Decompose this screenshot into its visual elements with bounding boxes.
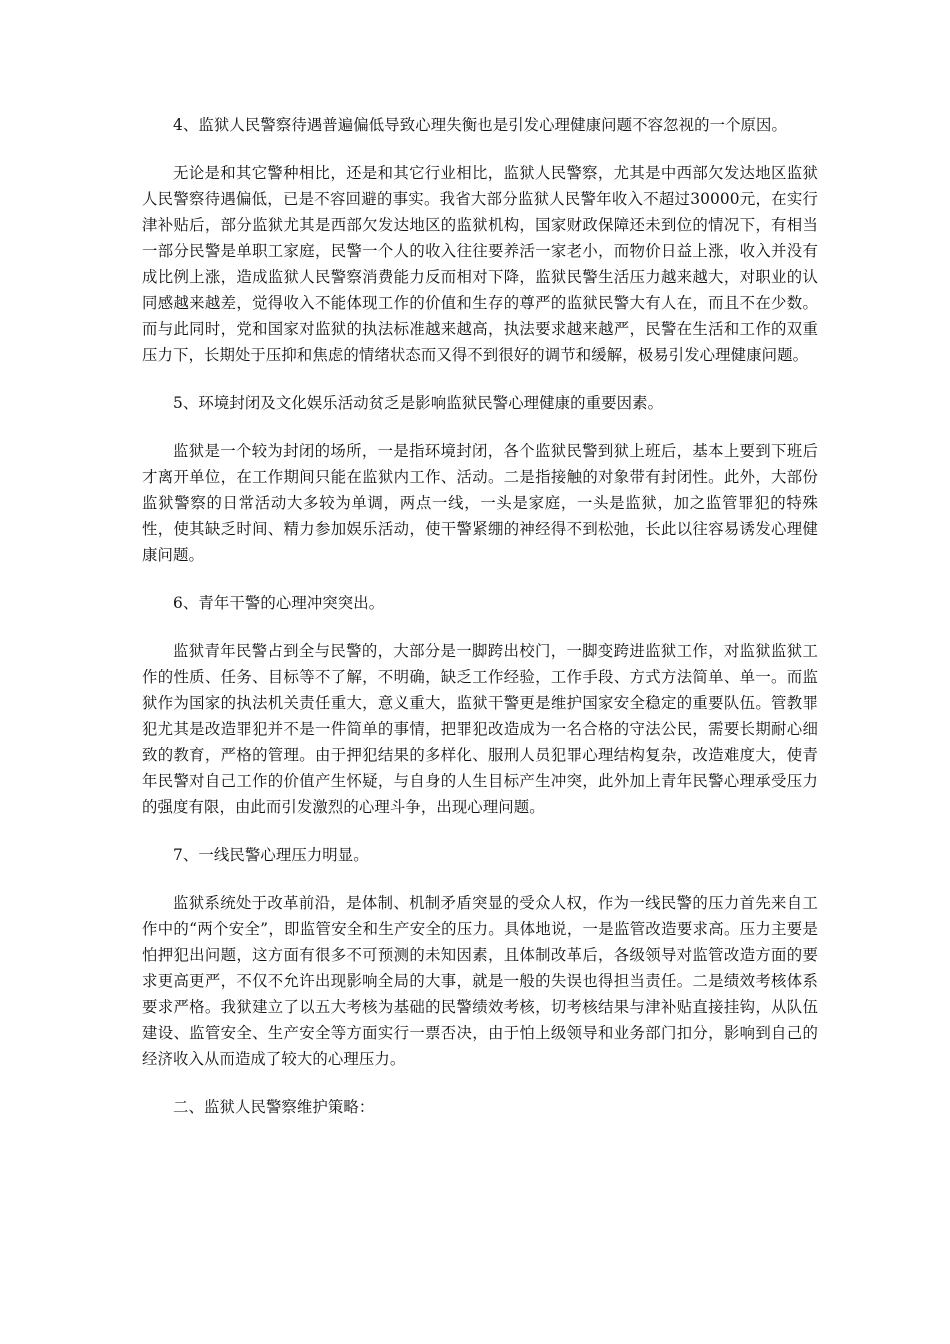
paragraph-closed-environment: 监狱是一个较为封闭的场所，一是指环境封闭，各个监狱民警到狱上班后，基本上要到下班后才离开单位，在工作期间只能在监狱内工作、活动。二是指接触的对象带有封闭性。此外，大部份监狱警察的日常活动大多较为单调，两点一线，一头是家庭，一头是监狱，加之监管罪犯的特殊性，使其缺乏时间、精力参加娱乐活动，使干警紧绷的神经得不到松弛，长此以往容易诱发心理健康问题。 — [142, 442, 818, 564]
paragraph-frontline-pressure: 监狱系统处于改革前沿，是体制、机制矛盾突显的受众人权，作为一线民警的压力首先来自工作中的“两个安全”，即监管安全和生产安全的压力。具体地说，一是监管改造要求高。压力主要是怕押犯出问题，这方面有很多不可预测的未知因素，且体制改革后，各级领导对监管改造方面的要求更高更严，不仅不允许出现影响全局的大事，就是一般的失误也得担当责任。二是绩效考核体系要求严格。我狱建立了以五大考核为基础的民警绩效考核，切考核结果与津补贴直接挂钩，从队伍建设、监管安全、生产安全等方面实行一票否决，由于怕上级领导和业务部门扣分，影响到自己的经济收入从而造成了较大的心理压力。 — [142, 894, 818, 1068]
section-heading-4: 4、监狱人民警察待遇普遍偏低导致心理失衡也是引发心理健康问题不容忽视的一个原因。 — [173, 116, 788, 134]
document-page — [142, 112, 818, 1142]
section-heading-strategies: 二、监狱人民警察维护策略： — [173, 1098, 375, 1116]
paragraph-young-officers: 监狱青年民警占到全与民警的，大部分是一脚跨出校门，一脚变跨进监狱工作，对监狱监狱工作的性质、任务、目标等不了解，不明确，缺乏工作经验，工作手段、方式方法简单、单一。而监狱作为国家的执法机关责任重大，意义重大，监狱干警更是维护国家安全稳定的重要队伍。管教罪犯尤其是改造罪犯并不是一件简单的事情，把罪犯改造成为一名合格的守法公民，需要长期耐心细致的教育，严格的管理。由于押犯结果的多样化、服刑人员犯罪心理结构复杂，改造难度大，使青年民警对自己工作的价值产生怀疑，与自身的人生目标产生冲突，此外加上青年民警心理承受压力的强度有限，由此而引发激烈的心理斗争，出现心理问题。 — [142, 642, 818, 816]
section-heading-5: 5、环境封闭及文化娱乐活动贫乏是影响监狱民警心理健康的重要因素。 — [173, 394, 664, 412]
paragraph-pay-imbalance: 无论是和其它警种相比，还是和其它行业相比，监狱人民警察，尤其是中西部欠发达地区监狱人民警察待遇偏低，已是不容回避的事实。我省大部分监狱人民警年收入不超过30000元，在实行津补贴后，部分监狱尤其是西部欠发达地区的监狱机构，国家财政保障还未到位的情况下，有相当一部分民警是单职工家庭，民警一个人的收入往往要养活一家老小，而物价日益上涨，收入并没有成比例上涨，造成监狱人民警察消费能力反而相对下降，监狱民警生活压力越来越大，对职业的认同感越来越差，觉得收入不能体现工作的价值和生存的尊严的监狱民警大有人在，而且不在少数。而与此同时，党和国家对监狱的执法标准越来越高，执法要求越来越严，民警在生活和工作的双重压力下，长期处于压抑和焦虑的情绪状态而又得不到很好的调节和缓解，极易引发心理健康问题。 — [142, 164, 818, 364]
section-heading-6: 6、青年干警的心理冲突突出。 — [173, 594, 385, 612]
section-heading-7: 7、一线民警心理压力明显。 — [173, 846, 369, 864]
